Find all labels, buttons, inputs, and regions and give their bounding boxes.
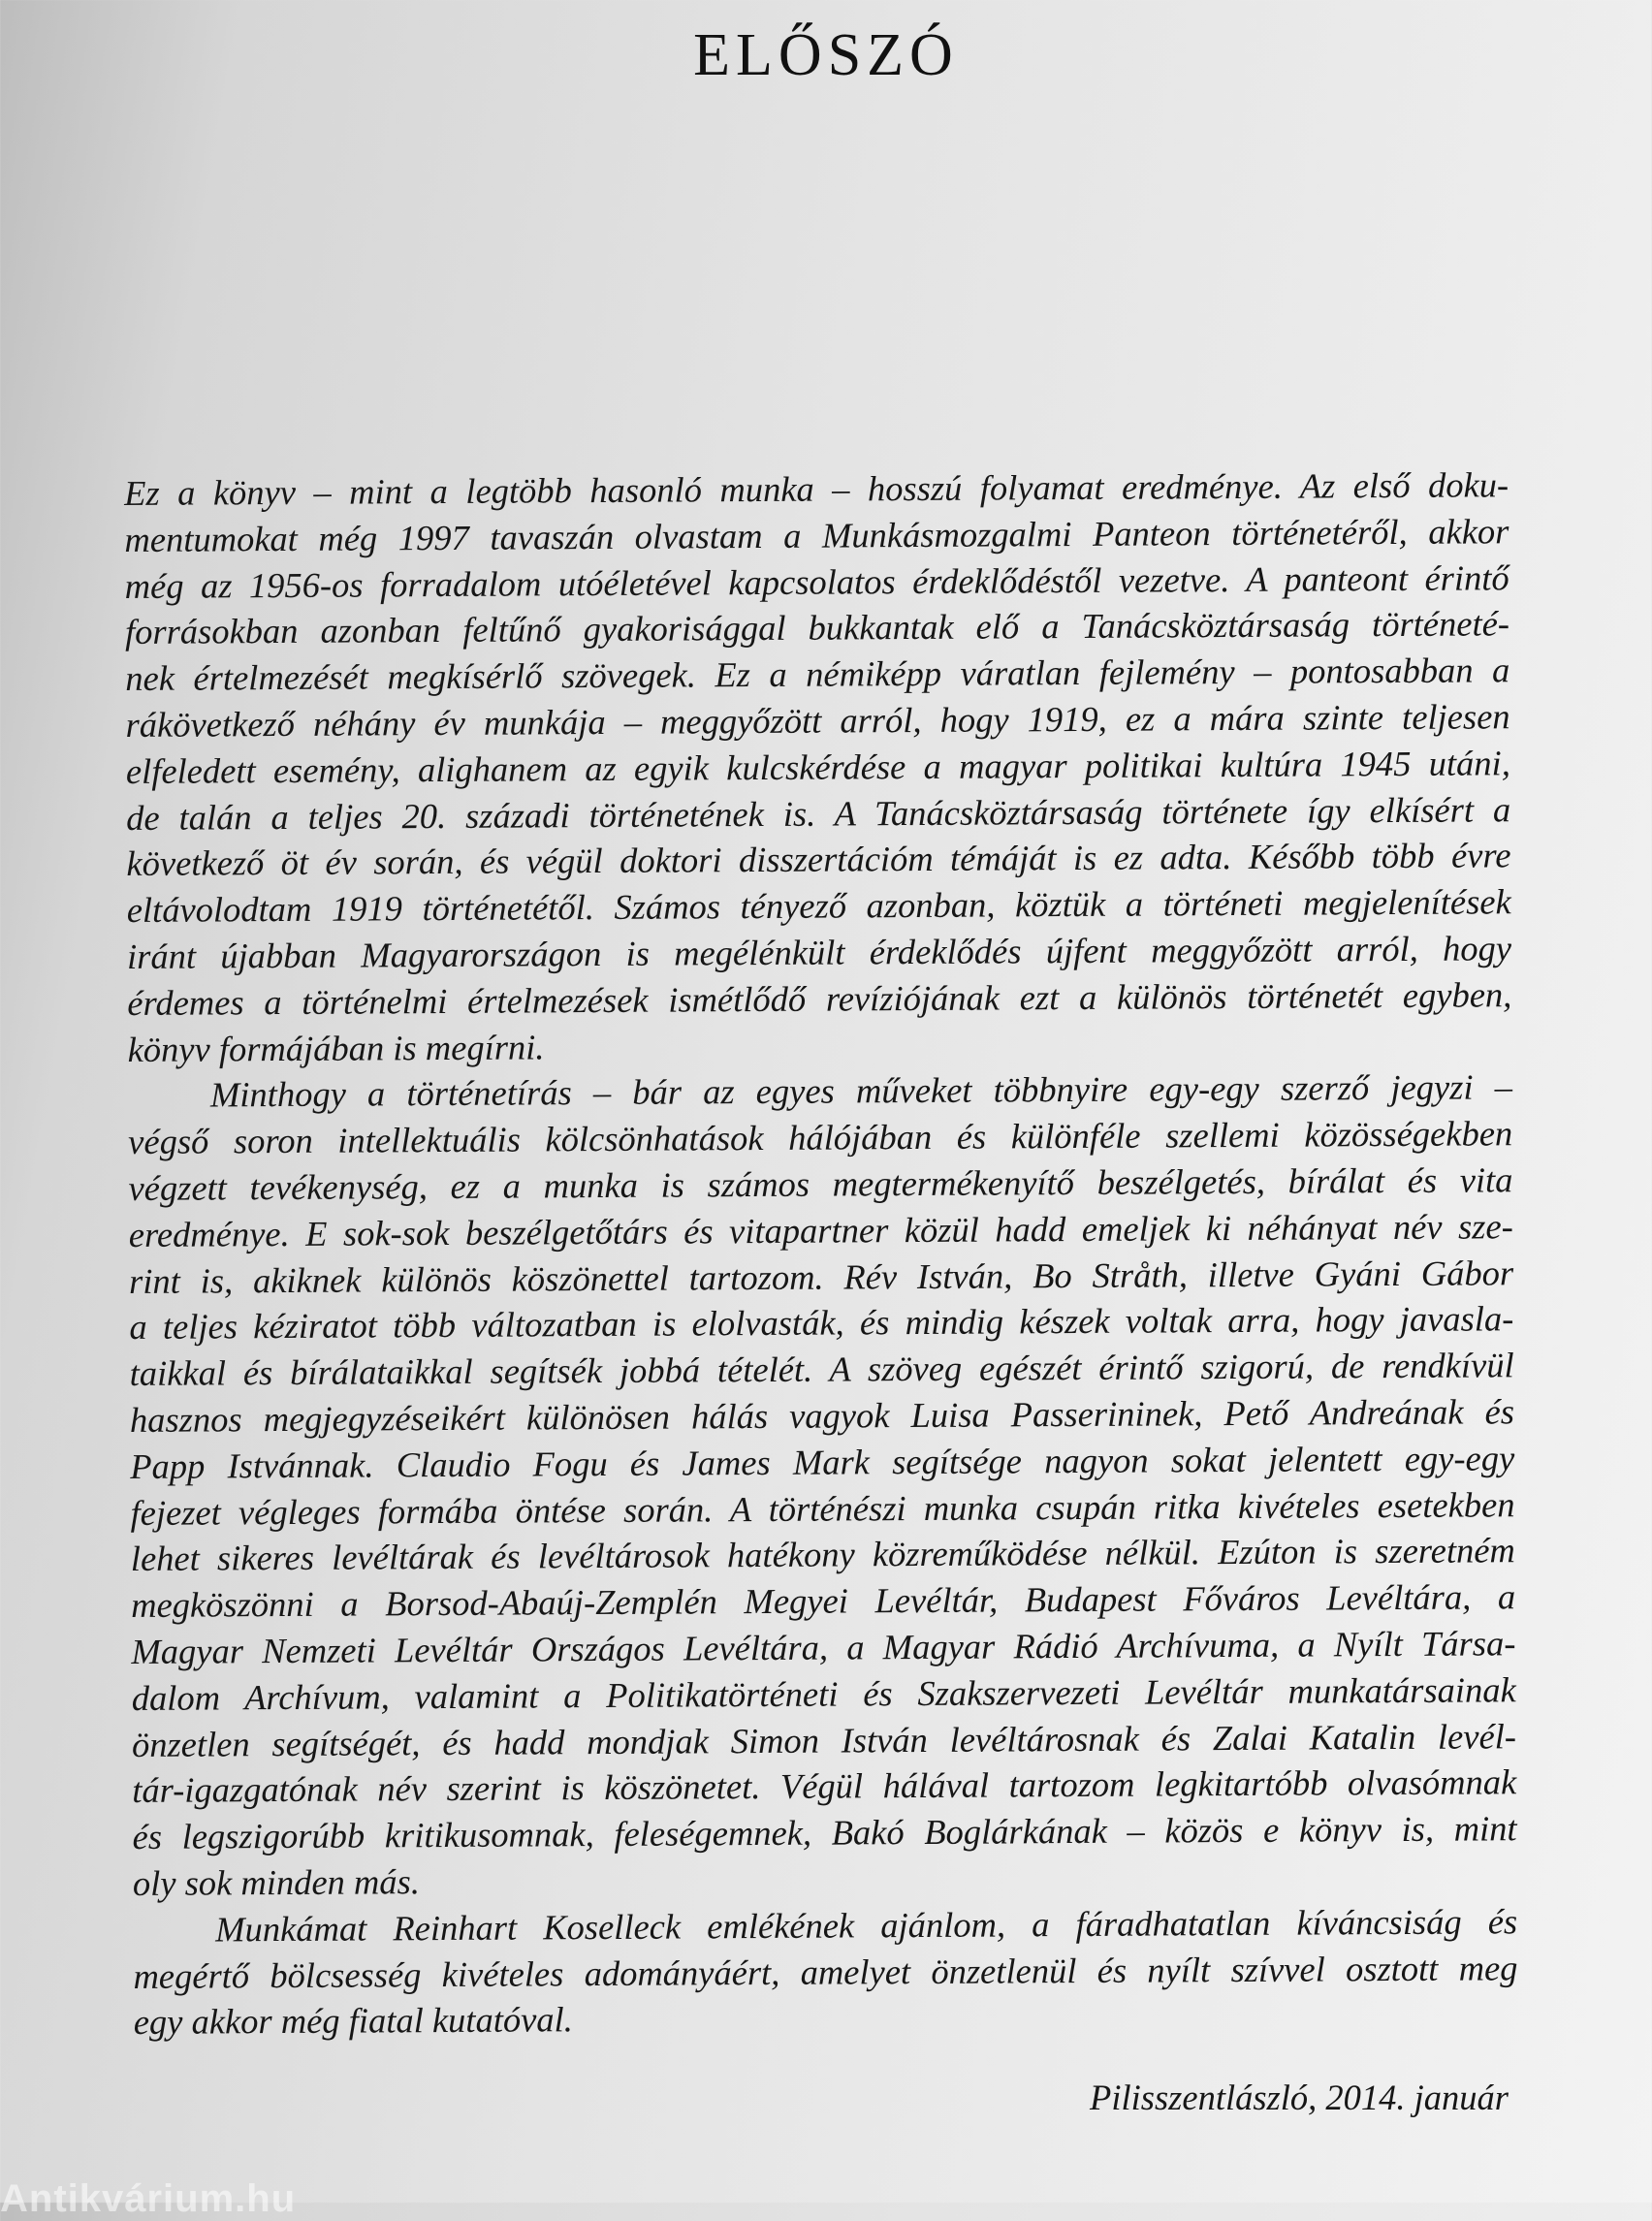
paragraph bbox=[128, 1064, 1517, 1907]
text-line: Minthogy a történetírás – bár az egyes műveket többnyire egy-egy szerző jegyzi – bbox=[209, 1066, 1513, 1115]
text-line: rint is, akiknek különös köszönettel tartozom. Rév István, Bo Stråth, illetve Gyáni Gábor bbox=[128, 1252, 1514, 1301]
preface-body bbox=[124, 461, 1518, 2046]
text-line: tár-igazgatónak név szerint is köszönetet. Végül hálával tartozom legkitartóbb olvasómnak bbox=[132, 1761, 1517, 1811]
text-line: megértő bölcsesség kivételes adományáért, amelyet önzetlenül és nyílt szívvel osztott meg bbox=[133, 1947, 1518, 1996]
paragraph bbox=[133, 1898, 1518, 2046]
text-line: Papp Istvánnak. Claudio Fogu és James Mark segítsége nagyon sokat jelentett egy-egy bbox=[130, 1437, 1515, 1486]
text-line: de talán a teljes 20. századi történetének is. A Tanácsköztársaság története így elkísért a bbox=[126, 788, 1511, 838]
text-line: iránt újabban Magyarországon is megélénkült érdeklődés újfent meggyőzött arról, hogy bbox=[126, 928, 1512, 976]
text-line: végzett tevékenység, ez a munka is számos megtermékenyítő beszélgetés, bírálat és vita bbox=[128, 1159, 1513, 1208]
text-line: oly sok minden más. bbox=[132, 1861, 421, 1903]
text-line: rákövetkező néhány év munkája – meggyőzött arról, hogy 1919, ez a mára szinte teljesen bbox=[125, 696, 1510, 745]
text-line: eltávolodtam 1919 történetétől. Számos tényező azonban, köztük a történeti megjelenítések bbox=[126, 881, 1511, 931]
text-line: eredménye. E sok-sok beszélgetőtárs és vitapartner közül hadd emeljek ki néhányat név sze- bbox=[128, 1206, 1513, 1254]
watermark: Antikvárium.hu bbox=[0, 2177, 297, 2220]
text-line: végső soron intellektuális kölcsönhatások hálójában és különféle szellemi közösségekben bbox=[128, 1113, 1513, 1162]
page-title: ELŐSZÓ bbox=[693, 22, 959, 88]
text-line: és legszigorúbb kritikusomnak, feleségemnek, Bakó Boglárkának – közös e könyv is, mint bbox=[132, 1808, 1517, 1857]
text-line: Magyar Nemzeti Levéltár Országos Levéltára, a Magyar Rádió Archívuma, a Nyílt Társa- bbox=[131, 1623, 1516, 1671]
text-line: dalom Archívum, valamint a Politikatörténeti és Szakszervezeti Levéltár munkatársainak bbox=[131, 1668, 1516, 1718]
paragraph bbox=[124, 461, 1512, 1072]
text-line: Ez a könyv – mint a legtöbb hasonló munka – hosszú folyamat eredménye. Az első doku- bbox=[124, 464, 1509, 513]
text-line: lehet sikeres levéltárak és levéltárosok hatékony közreműködése nélkül. Ezúton is szeretném bbox=[130, 1530, 1515, 1579]
text-line: mentumokat még 1997 tavaszán olvastam a Munkásmozgalmi Panteon történetéről, akkor bbox=[124, 511, 1509, 559]
text-line: a teljes kéziratot több változatban is elolvasták, és mindig készek voltak arra, hogy javasla- bbox=[129, 1298, 1514, 1348]
text-line: taikkal és bírálataikkal segítsék jobbá tételét. A szöveg egészét érintő szigorú, de rendkívül bbox=[129, 1345, 1514, 1394]
text-line: megköszönni a Borsod-Abaúj-Zemplén Megyei Levéltár, Budapest Főváros Levéltára, a bbox=[131, 1576, 1516, 1626]
text-line: egy akkor még fiatal kutatóval. bbox=[133, 1999, 573, 2043]
text-line: következő öt év során, és végül doktori disszertációm témáját is ez adta. Később több évre bbox=[126, 835, 1511, 884]
text-line: fejezet végleges formába öntése során. A történészi munka csupán ritka kivételes esetekben bbox=[130, 1483, 1515, 1533]
text-line: még az 1956-os forradalom utóéletével kapcsolatos érdeklődéstől vezetve. A panteont érintő bbox=[124, 556, 1509, 606]
text-line: érdemes a történelmi értelmezések ismétlődő revíziójának ezt a különös történetét egyben, bbox=[127, 974, 1512, 1023]
text-line: hasznos megjegyzéseikért különösen hálás vagyok Luisa Passerininek, Pető Andreának és bbox=[129, 1391, 1515, 1440]
text-line: nek értelmezését megkísérlő szövegek. Ez a némiképp váratlan fejlemény – pontosabban a bbox=[125, 650, 1510, 699]
signature-place-date: Pilisszentlászló, 2014. január bbox=[1090, 2078, 1509, 2117]
text-line: önzetlen segítségét, és hadd mondjak Simon István levéltárosnak és Zalai Katalin levél- bbox=[131, 1715, 1517, 1764]
text-line: könyv formájában is megírni. bbox=[127, 1026, 545, 1069]
text-line: forrásokban azonban feltűnő gyakorisággal bukkantak elő a Tanácsköztársaság történeté- bbox=[124, 603, 1510, 652]
text-line: elfeledett esemény, alighanem az egyik kulcskérdése a magyar politikai kultúra 1945 utáni, bbox=[125, 743, 1510, 791]
text-line: Munkámat Reinhart Koselleck emlékének ajánlom, a fáradhatatlan kíváncsiság és bbox=[215, 1900, 1518, 1950]
